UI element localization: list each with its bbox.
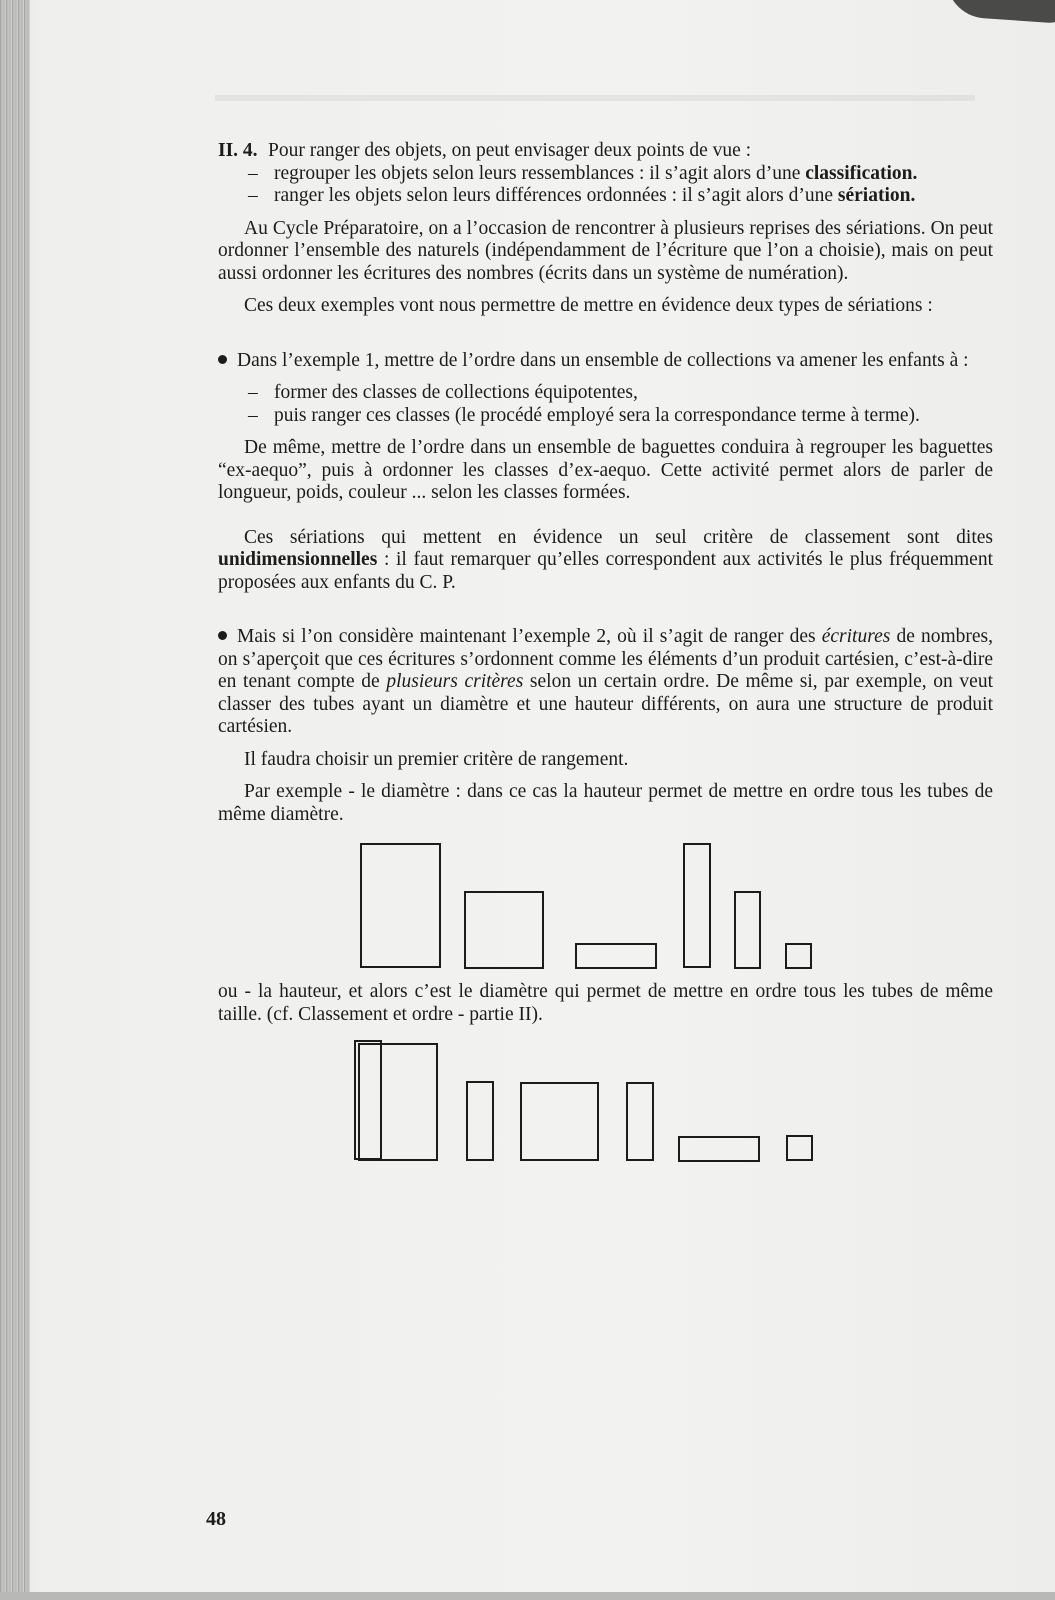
point-keyword: sériation.: [837, 185, 916, 206]
tubes-figure-by-diameter: [218, 826, 993, 981]
bullet-paragraph: [218, 350, 993, 373]
tube-rectangle: [734, 891, 761, 969]
list-item: [218, 163, 993, 186]
list-item-text: puis ranger ces classes (le procédé employé sera la correspondance terme à terme).: [274, 404, 920, 426]
tube-rectangle: [678, 1136, 760, 1162]
emphasis: écritures: [821, 626, 891, 647]
bleed-through-mark: [215, 95, 975, 101]
bullet-icon: [218, 631, 227, 640]
paragraph: [218, 527, 993, 595]
tube-rectangle: [520, 1082, 599, 1161]
bullet-icon: [218, 355, 227, 364]
list-item: [218, 382, 993, 405]
paragraph-text: Mais si l’on considère maintenant l’exemple 2, où il s’agit de ranger des: [237, 626, 822, 647]
paragraph-text: Ces sériations qui mettent en évidence un seul critère de classement sont dites: [244, 526, 993, 548]
tube-rectangle: [626, 1082, 654, 1161]
paragraph: Il faudra choisir un premier critère de rangement.: [244, 748, 629, 770]
point-text: regrouper les objets selon leurs ressemblances : il s’agit alors d’une: [274, 162, 806, 184]
page-number: 48: [206, 1508, 226, 1530]
paragraph: Ces deux exemples vont nous permettre de mettre en évidence deux types de sériations :: [244, 295, 933, 316]
page-bottom-edge: [0, 1592, 1055, 1600]
tube-rectangle: [785, 943, 812, 969]
dash-marker: –: [248, 382, 258, 403]
bullet-paragraph: [218, 626, 993, 739]
tube-rectangle: [360, 843, 441, 968]
dash-marker: –: [248, 404, 258, 426]
paragraph-text: : il faut remarquer qu’elles correspondent aux activités le plus fréquemment proposées aux enfants du C. P.: [218, 549, 993, 593]
tube-rectangle: [358, 1043, 438, 1161]
list-item: [218, 405, 993, 428]
section-heading: [218, 140, 993, 163]
paragraph: De même, mettre de l’ordre dans un ensemble de baguettes conduira à regrouper les baguettes “ex-aequo”, puis à ordonner les classes d’ex-aequo. Cette activité permet alors de parler de longueur, poids, couleur ... selon les classes formées.: [218, 437, 993, 503]
paragraph: Au Cycle Préparatoire, on a l’occasion de rencontrer à plusieurs reprises des sériations. On peut ordonner l’ensemble des naturels (indépendamment de l’écriture que l’on a choisie), mais on peut aussi ordonner les écritures des nombres (écrits dans un système de numération).: [218, 217, 993, 284]
section-intro: Pour ranger des objets, on peut envisager deux points de vue :: [268, 140, 752, 161]
page-corner-shadow: [944, 0, 1055, 24]
bullet-text: Dans l’exemple 1, mettre de l’ordre dans un ensemble de collections va amener les enfants à :: [237, 349, 969, 371]
tube-rectangle: [464, 891, 544, 969]
paragraph-text: de nombres, on s’aperçoit que ces écritures s’ordonnent comme les éléments d’un produit cartésien, c’est-à-dire en tenant compte de: [218, 626, 993, 692]
paragraph: ou - la hauteur, et alors c’est le diamètre qui permet de mettre en ordre tous les tubes de même taille. (cf. Classement et ordre - partie II).: [218, 981, 993, 1025]
paragraph: Par exemple - le diamètre : dans ce cas la hauteur permet de mettre en ordre tous les tubes de même diamètre.: [218, 781, 993, 825]
tube-rectangle: [683, 843, 711, 968]
dash-marker: –: [248, 162, 258, 184]
list-item: [218, 185, 993, 208]
tubes-figure-by-height: [218, 1026, 993, 1166]
dash-marker: –: [248, 185, 258, 206]
page-binding: [0, 0, 30, 1600]
list-item-text: former des classes de collections équipotentes,: [274, 382, 638, 403]
point-keyword: classification.: [805, 162, 918, 184]
tube-rectangle: [466, 1081, 494, 1161]
paragraph-text: selon un certain ordre. De même si, par exemple, on veut classer des tubes ayant un diamètre et une hauteur différents, on aura une structure de produit cartésien.: [218, 671, 993, 737]
emphasis: plusieurs critères: [386, 671, 524, 692]
tube-rectangle: [786, 1135, 813, 1161]
point-text: ranger les objets selon leurs différences ordonnées : il s’agit alors d’une: [274, 185, 838, 206]
section-number: II. 4.: [218, 140, 258, 161]
main-text: [218, 140, 993, 1166]
tube-rectangle: [575, 943, 657, 969]
keyword: unidimensionnelles: [218, 549, 378, 570]
